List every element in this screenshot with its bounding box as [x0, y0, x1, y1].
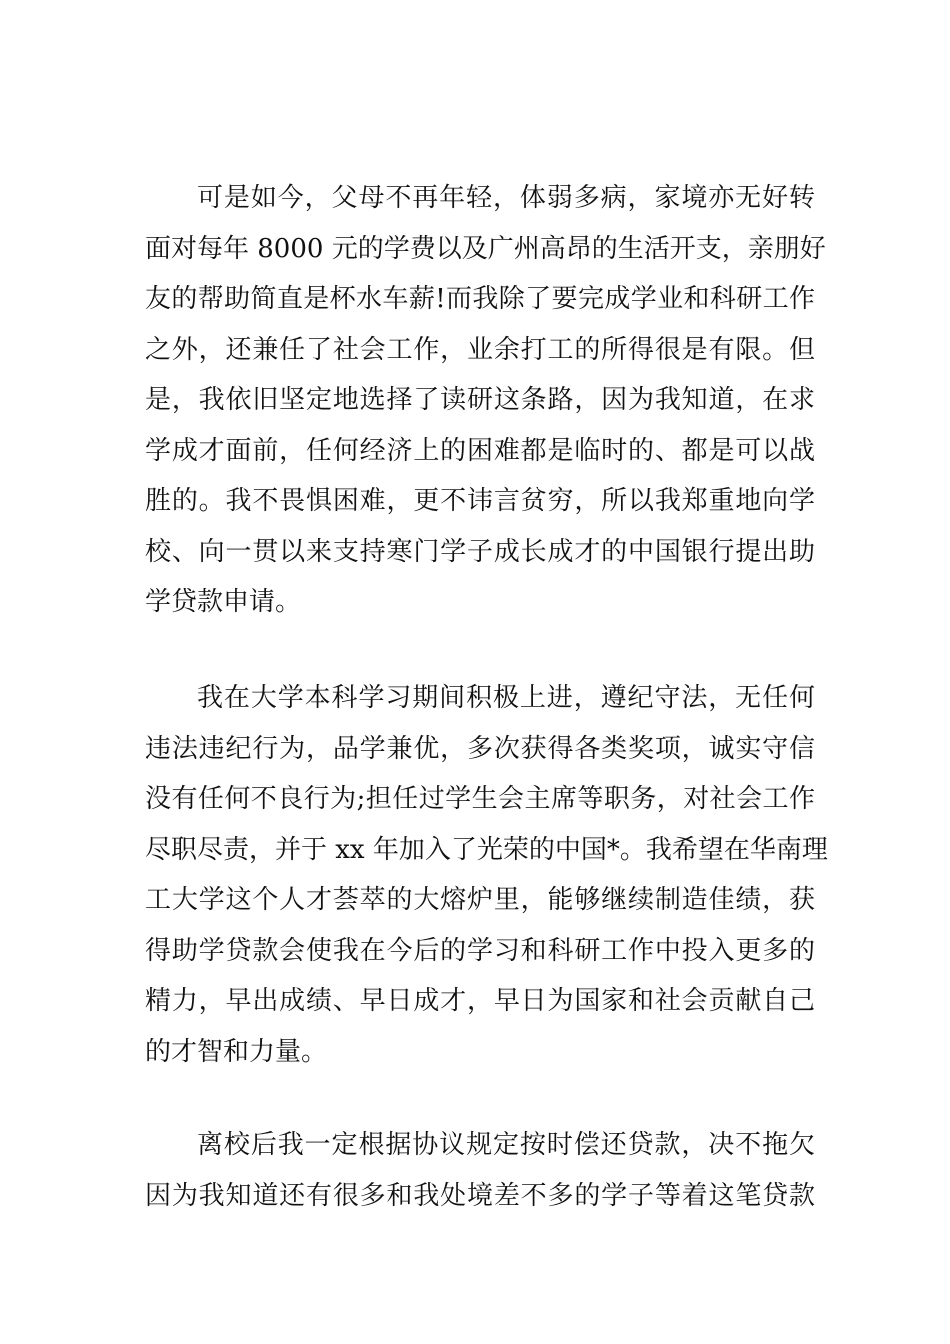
text-line: 我在大学本科学习期间积极上进，遵纪守法，无任何 — [197, 683, 815, 713]
text-line: 校、向一贯以来支持寒门学子成长成才的中国银行提出助 — [145, 536, 815, 567]
text-line: 的才智和力量。 — [145, 1036, 328, 1067]
text-line: 尽职尽责，并于 xx 年加入了光荣的中国*。我希望在华南理 — [145, 834, 828, 865]
text-line: 因为我知道还有很多和我处境差不多的学子等着这笔贷款 — [145, 1180, 815, 1211]
text-line: 学贷款申请。 — [145, 587, 302, 617]
text-line: 可是如今，父母不再年轻，体弱多病，家境亦无好转 — [197, 183, 815, 213]
paragraph-1 — [145, 173, 826, 628]
text-line: 面对每年 8000 元的学费以及广州高昂的生活开支，亲朋好 — [145, 233, 826, 264]
text-line: 是，我依旧坚定地选择了读研这条路，因为我知道，在求 — [145, 385, 815, 415]
text-line: 胜的。我不畏惧困难，更不讳言贫穷，所以我郑重地向学 — [145, 486, 815, 516]
text-line: 得助学贷款会使我在今后的学习和科研工作中投入更多的 — [145, 935, 815, 966]
text-line: 之外，还兼任了社会工作，业余打工的所得很是有限。但 — [145, 334, 815, 365]
text-line: 离校后我一定根据协议规定按时偿还贷款，决不拖欠 — [197, 1130, 815, 1160]
text-line: 没有任何不良行为;担任过学生会主席等职务，对社会工作 — [145, 784, 815, 814]
paragraph-2 — [145, 673, 828, 1077]
text-line: 工大学这个人才荟萃的大熔炉里，能够继续制造佳绩，获 — [145, 885, 815, 915]
text-line: 友的帮助简直是杯水车薪!而我除了要完成学业和科研工作 — [145, 284, 815, 314]
text-line: 违法违纪行为，品学兼优，多次获得各类奖项，诚实守信 — [145, 733, 815, 764]
text-line: 精力，早出成绩、早日成才，早日为国家和社会贡献自己 — [145, 986, 815, 1016]
paragraph-3 — [145, 1120, 815, 1221]
text-line: 学成才面前，任何经济上的困难都是临时的、都是可以战 — [145, 435, 815, 466]
